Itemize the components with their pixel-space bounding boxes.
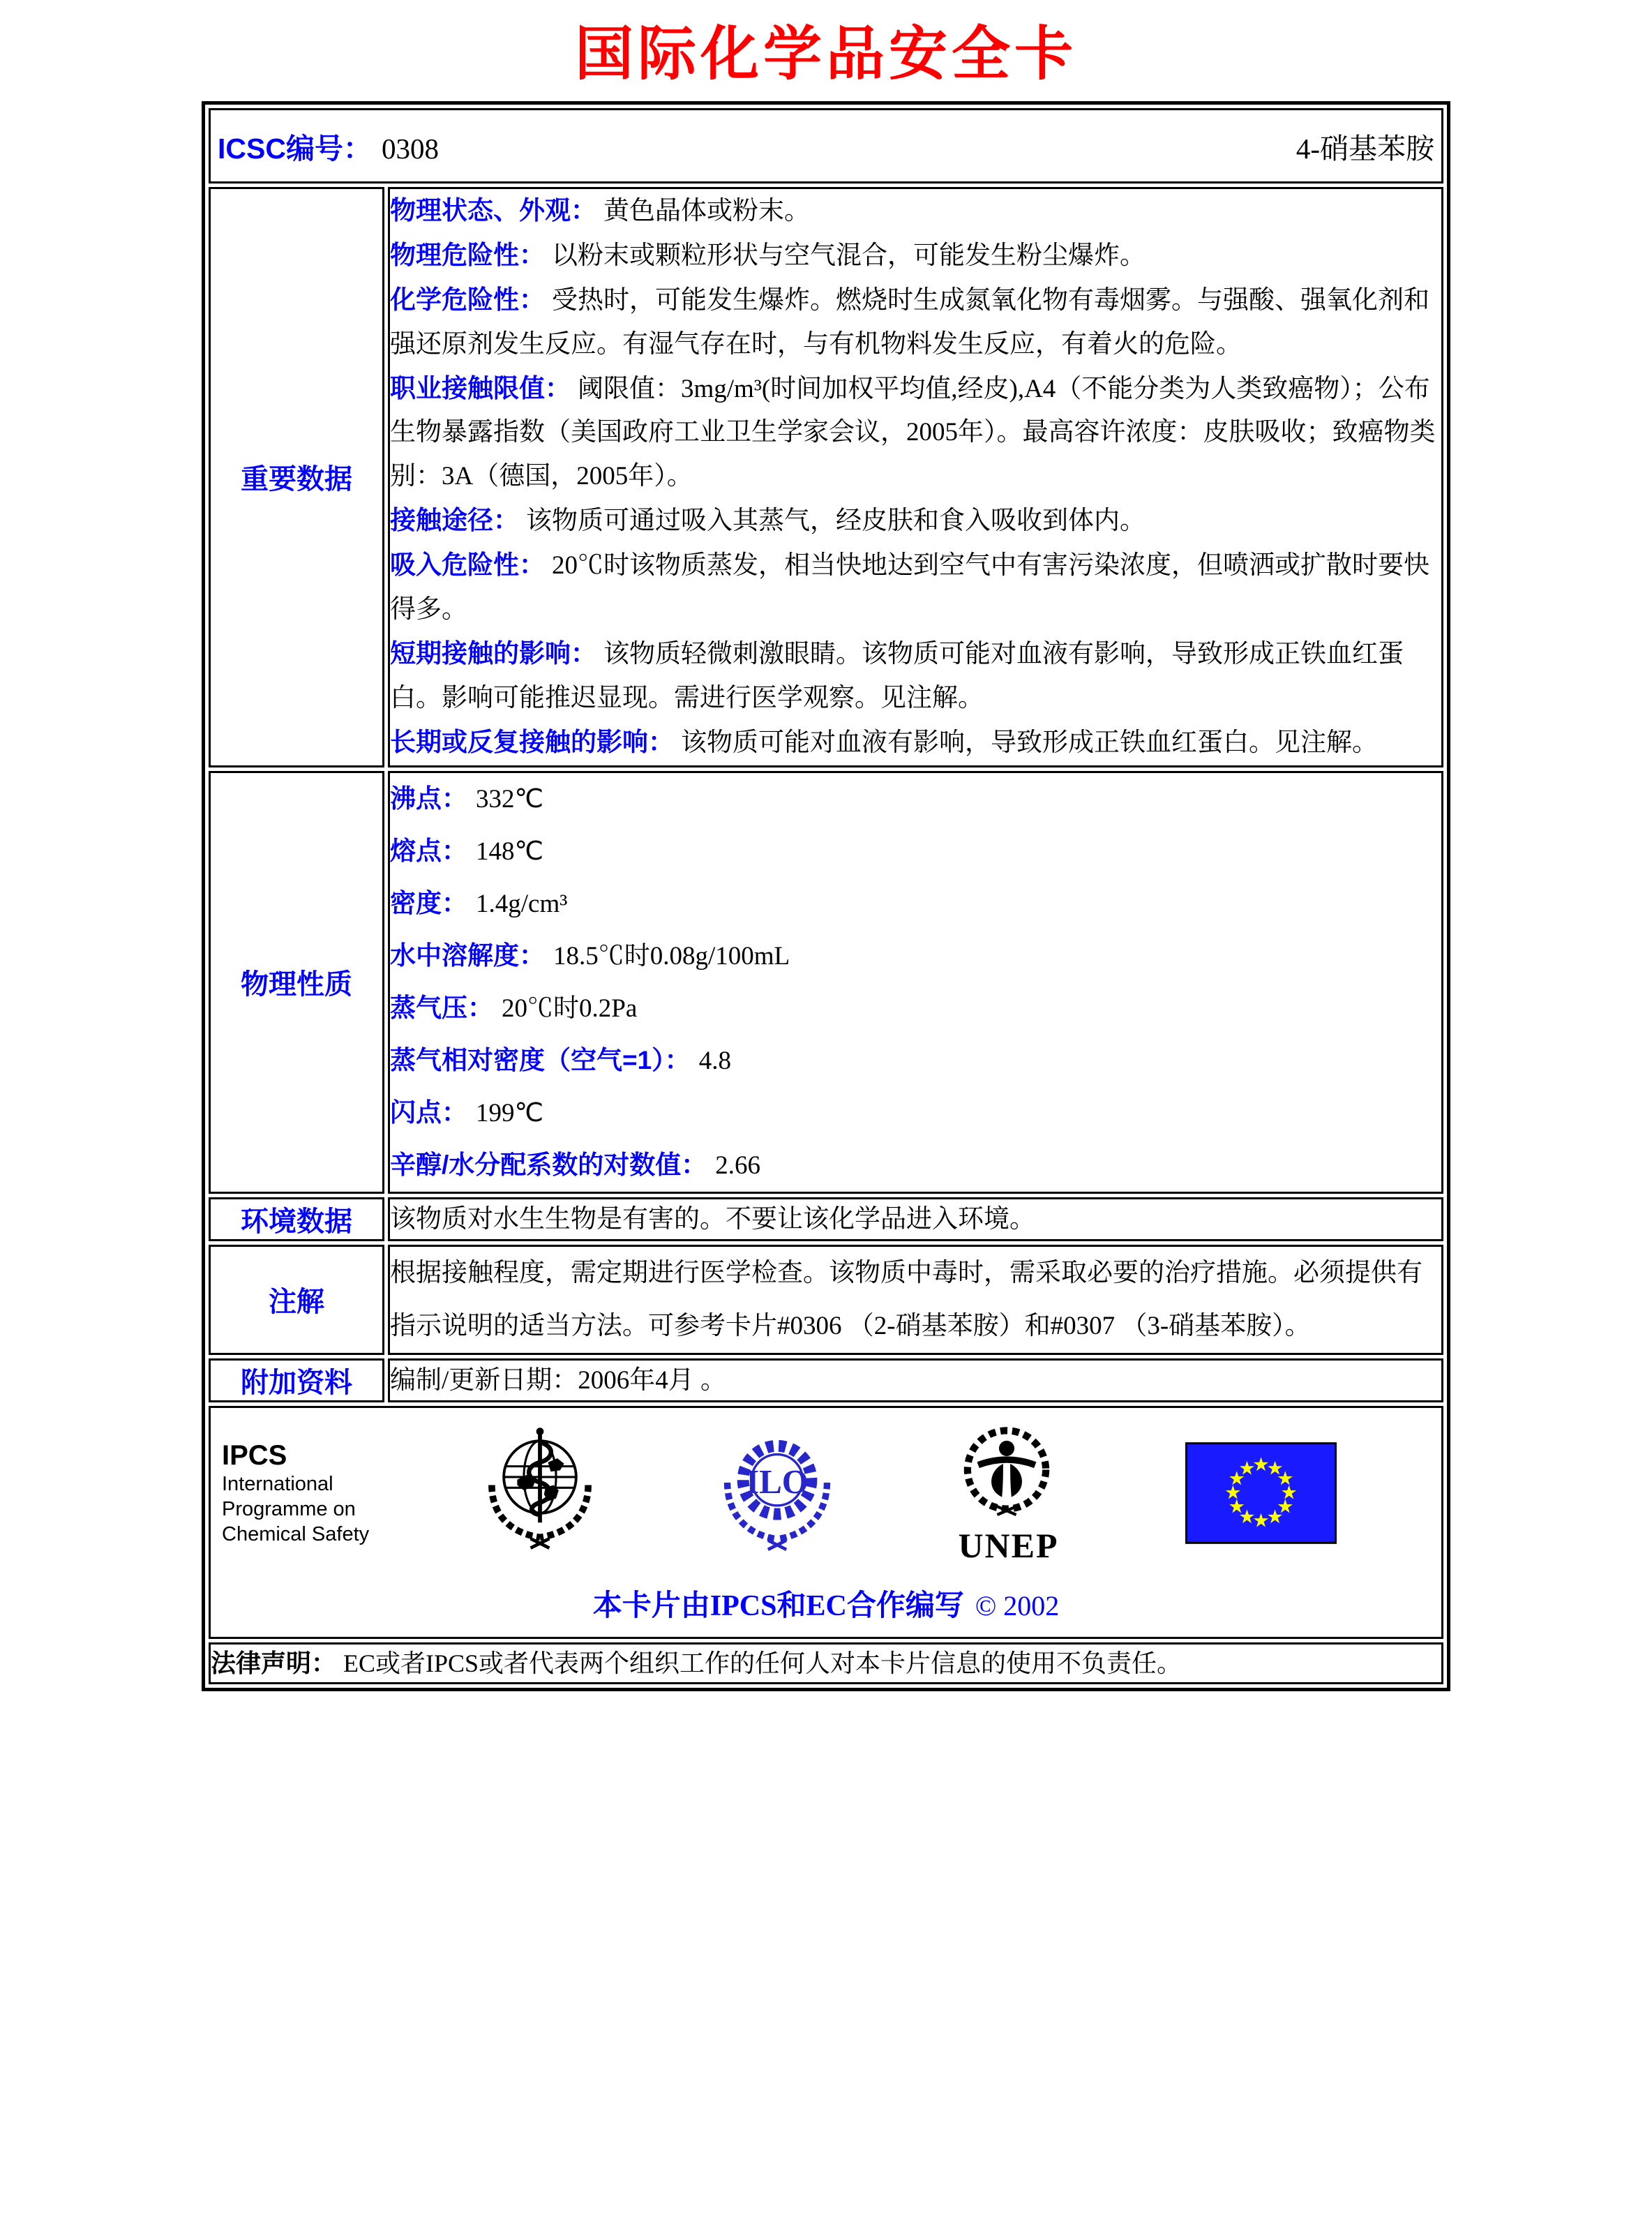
property-value: 4.8 — [698, 1046, 731, 1075]
icsc-number-group — [218, 126, 439, 167]
field-text: 受热时，可能发生爆炸。燃烧时生成氮氧化物有毒烟雾。与强酸、强氧化剂和强还原剂发生反应。有湿气存在时，与有机物料发生反应，有着火的危险。 — [390, 285, 1429, 359]
property-line — [390, 773, 1441, 825]
caption-text: 本卡片由IPCS和EC合作编写 — [592, 1589, 964, 1622]
logos-cell — [209, 1406, 1443, 1639]
icsc-card-page — [0, 7, 1652, 2225]
footer-caption — [211, 1582, 1441, 1624]
important-data-item — [390, 632, 1441, 721]
additional-info-row — [209, 1358, 1443, 1402]
important-data-item — [390, 278, 1441, 367]
logos-row — [209, 1406, 1443, 1639]
page-title: 国际化学品安全卡 — [574, 21, 1077, 87]
ipcs-acronym: IPCS — [222, 1439, 287, 1471]
field-text: 20℃时该物质蒸发，相当快地达到空气中有害污染浓度，但喷洒或扩散时要快得多。 — [390, 551, 1429, 624]
ipcs-line: International — [222, 1472, 333, 1495]
property-value: 20℃时0.2Pa — [502, 994, 638, 1023]
additional-info-content: 编制/更新日期：2006年4月 。 — [388, 1358, 1443, 1402]
field-label: 职业接触限值： — [390, 373, 571, 403]
field-text: 该物质可通过吸入其蒸气，经皮肤和食入吸收到体内。 — [526, 507, 1146, 536]
field-label: 接触途径： — [390, 506, 519, 535]
field-text: 以粉末或颗粒形状与空气混合，可能发生粉尘爆炸。 — [552, 241, 1146, 270]
field-label: 吸入危险性： — [390, 550, 545, 580]
environmental-data-content: 该物质对水生生物是有害的。不要让该化学品进入环境。 — [388, 1197, 1443, 1241]
ilo-letters: ILO — [746, 1462, 809, 1501]
row-label-notes: 注解 — [209, 1245, 384, 1355]
header-cell — [209, 108, 1443, 183]
property-label: 密度： — [390, 888, 467, 917]
eu-flag-icon — [1185, 1442, 1337, 1544]
field-label: 物理状态、外观： — [390, 196, 596, 225]
property-value: 2.66 — [715, 1151, 761, 1180]
important-data-item — [390, 721, 1441, 765]
physical-properties-row — [209, 771, 1443, 1194]
field-text: 黄色晶体或粉末。 — [603, 197, 810, 225]
legal-label: 法律声明： — [211, 1648, 337, 1677]
property-value: 18.5℃时0.08g/100mL — [553, 941, 790, 971]
property-line — [390, 982, 1441, 1035]
ipcs-line: Chemical Safety — [222, 1523, 370, 1546]
legal-cell — [209, 1642, 1443, 1684]
field-label: 短期接触的影响： — [390, 638, 596, 668]
row-label-additional-info: 附加资料 — [209, 1358, 384, 1402]
property-value: 1.4g/cm³ — [476, 889, 568, 918]
property-label: 蒸气相对密度（空气=1）： — [390, 1045, 691, 1074]
row-label-important-data: 重要数据 — [209, 187, 384, 767]
ilo-logo-icon — [712, 1425, 843, 1561]
important-data-item — [390, 189, 1441, 234]
property-label: 蒸气压： — [390, 993, 493, 1022]
field-text: 该物质轻微刺激眼睛。该物质可能对血液有影响，导致形成正铁血红蛋白。影响可能推迟显现。需进行医学观察。见注解。 — [390, 639, 1404, 712]
important-data-item — [390, 499, 1441, 544]
field-label: 长期或反复接触的影响： — [390, 727, 674, 756]
property-value: 332℃ — [476, 784, 544, 814]
property-line — [390, 1035, 1441, 1087]
field-text: 该物质可能对血液有影响，导致形成正铁血红蛋白。见注解。 — [681, 728, 1378, 757]
important-data-content — [388, 187, 1443, 767]
property-label: 水中溶解度： — [390, 941, 545, 970]
chemical-name: 4-硝基苯胺 — [1296, 132, 1434, 165]
legal-row — [209, 1642, 1443, 1684]
row-label-physical-properties: 物理性质 — [209, 771, 384, 1194]
unep-logo-block — [947, 1423, 1069, 1563]
property-label: 沸点： — [390, 784, 467, 813]
property-value: 199℃ — [476, 1098, 544, 1128]
physical-properties-content — [388, 771, 1443, 1194]
unep-label: UNEP — [958, 1525, 1059, 1565]
copyright-text: © 2002 — [975, 1589, 1060, 1621]
property-line — [390, 878, 1441, 930]
who-logo-icon — [473, 1425, 607, 1561]
property-label: 熔点： — [390, 836, 467, 865]
property-label: 闪点： — [390, 1097, 467, 1127]
unep-logo-icon — [947, 1423, 1066, 1528]
important-data-item — [390, 544, 1441, 632]
field-text: 阈限值：3mg/m³(时间加权平均值,经皮),A4（不能分类为人类致癌物）；公布生物暴露指数（美国政府工业卫生学家会议，2005年）。最高容许浓度：皮肤吸收；致癌物类别：3A（德国，2005年）。 — [390, 374, 1436, 491]
field-label: 化学危险性： — [390, 285, 545, 314]
property-line — [390, 1087, 1441, 1139]
notes-row — [209, 1245, 1443, 1355]
icsc-table — [202, 101, 1450, 1691]
property-label: 辛醇/水分配系数的对数值： — [390, 1150, 707, 1179]
important-data-row — [209, 187, 1443, 767]
property-line — [390, 1139, 1441, 1192]
ipcs-text-block — [222, 1439, 431, 1548]
property-line — [390, 930, 1441, 982]
property-value: 148℃ — [476, 837, 544, 866]
row-label-environmental-data: 环境数据 — [209, 1197, 384, 1241]
important-data-item — [390, 367, 1441, 500]
header-row — [209, 108, 1443, 183]
property-line — [390, 825, 1441, 878]
field-label: 物理危险性： — [390, 240, 545, 269]
icsc-number-value: 0308 — [381, 132, 439, 165]
legal-text: EC或者IPCS或者代表两个组织工作的任何人对本卡片信息的使用不负责任。 — [343, 1649, 1182, 1677]
ipcs-line: Programme on — [222, 1497, 356, 1520]
environmental-data-row — [209, 1197, 1443, 1241]
important-data-item — [390, 234, 1441, 278]
notes-content: 根据接触程度，需定期进行医学检查。该物质中毒时，需采取必要的治疗措施。必须提供有指示说明的适当方法。可参考卡片#0306 （2-硝基苯胺）和#0307 （3-硝基苯胺）。 — [388, 1245, 1443, 1355]
icsc-number-label: ICSC编号： — [218, 132, 372, 165]
